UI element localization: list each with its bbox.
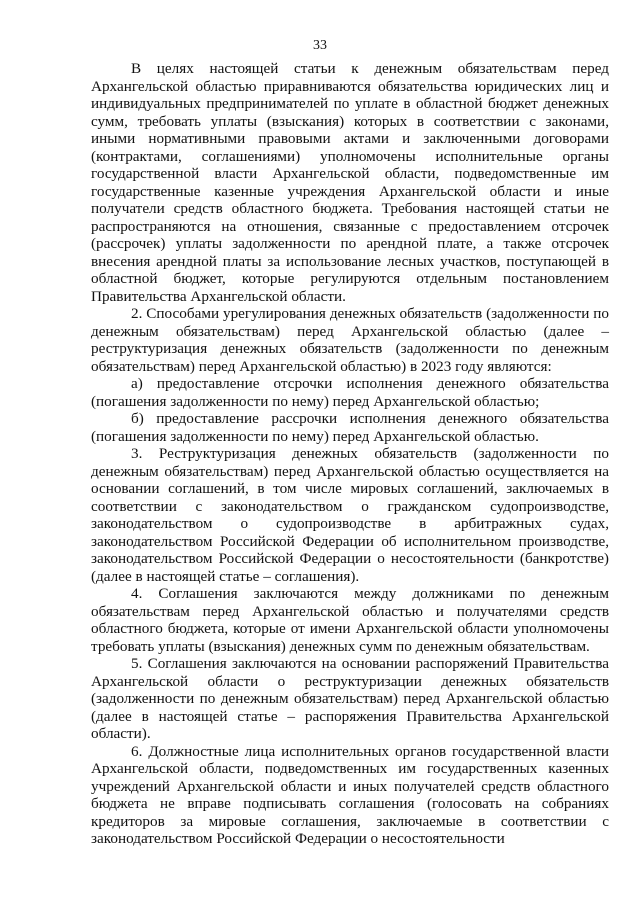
paragraph: 4. Соглашения заключаются между должниками по денежным обязательствам перед Архангельской областью и получателями средств областного бюджета, которые от имени Архангельской области уполномочены требовать уплаты (взыскания) денежных сумм по денежным обязательствам.: [91, 585, 609, 655]
paragraph: 6. Должностные лица исполнительных органов государственной власти Архангельской области, подведомственных им государственных казенных учреждений Архангельской области и иных получателей средств областного бюджета не вправе подписывать соглашения (голосовать на собраниях кредиторов за мировые соглашения, заключаемые в соответствии с законодательством Российской Федерации о несостоятельности: [91, 742, 609, 847]
paragraph: В целях настоящей статьи к денежным обязательствам перед Архангельской областью приравниваются обязательства юридических лиц и индивидуальных предпринимателей по уплате в областной бюджет денежных сумм, требовать уплаты (взыскания) которых в соответствии с законами, иными нормативными правовыми актами и заключенными договорами (контрактами, соглашениями) уполномочены исполнительные органы государственной власти Архангельской области, подведомственные им государственные казенные учреждения Архангельской области и иные получатели средств областного бюджета. Требования настоящей статьи не распространяются на отношения, связанные с предоставлением отсрочек (рассрочек) уплаты задолженности по арендной плате, а также отсрочек внесения арендной платы за использование лесных участков, поступающей в областной бюджет, которые регулируются отдельным постановлением Правительства Архангельской области.: [91, 60, 609, 305]
page-number: 33: [313, 38, 327, 53]
paragraph: 3. Реструктуризация денежных обязательств (задолженности по денежным обязательствам) перед Архангельской областью осуществляется на основании соглашений, в том числе мировых соглашений, заключаемых в соответствии с законодательством о гражданском судопроизводстве, законодательством о судопроизводстве в арбитражных судах, законодательством Российской Федерации об исполнительном производстве, законодательством Российской Федерации о несостоятельности (банкротстве) (далее в настоящей статье – соглашения).: [91, 445, 609, 585]
document-body: [91, 60, 609, 848]
paragraph: б) предоставление рассрочки исполнения денежного обязательства (погашения задолженности по нему) перед Архангельской областью.: [91, 410, 609, 445]
paragraph: 5. Соглашения заключаются на основании распоряжений Правительства Архангельской области о реструктуризации денежных обязательств (задолженности по денежным обязательствам) перед Архангельской областью (далее в настоящей статье – распоряжения Правительства Архангельской области).: [91, 655, 609, 742]
paragraph: 2. Способами урегулирования денежных обязательств (задолженности по денежным обязательствам) перед Архангельской областью (далее – реструктуризация денежных обязательств (задолженности по денежным обязательствам) перед Архангельской областью) в 2023 году являются:: [91, 305, 609, 375]
paragraph: а) предоставление отсрочки исполнения денежного обязательства (погашения задолженности по нему) перед Архангельской областью;: [91, 375, 609, 410]
